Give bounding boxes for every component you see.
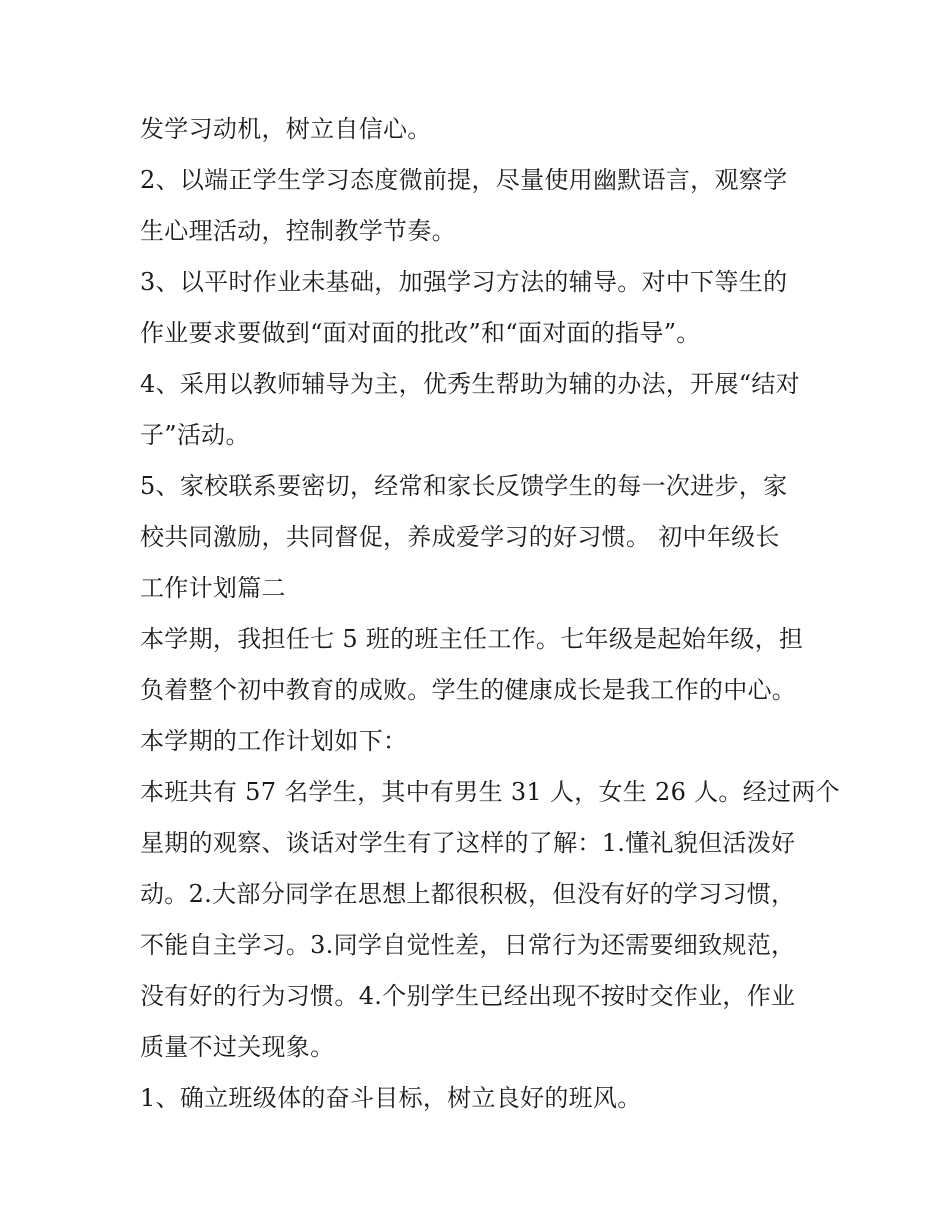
text-line: 作业要求要做到“面对面的批改”和“面对面的指导”。	[140, 319, 701, 347]
text-line: 4、采用以教师辅导为主，优秀生帮助为辅的办法，开展“结对	[140, 370, 800, 398]
text-line: 动。2.大部分同学在思想上都很积极，但没有好的学习习惯，	[140, 880, 796, 908]
text-line: 5、家校联系要密切，经常和家长反馈学生的每一次进步，家	[140, 472, 788, 500]
text-line: 子”活动。	[140, 421, 250, 449]
text-line: 质量不过关现象。	[140, 1033, 335, 1061]
text-line: 负着整个初中教育的成败。学生的健康成长是我工作的中心。	[140, 676, 797, 704]
text-line: 发学习动机，树立自信心。	[140, 115, 432, 143]
text-line: 不能自主学习。3.同学自觉性差，日常行为还需要细致规范，	[140, 931, 796, 959]
text-line: 本学期，我担任七 5 班的班主任工作。七年级是起始年级，担	[140, 625, 804, 653]
text-line: 3、以平时作业未基础，加强学习方法的辅导。对中下等生的	[140, 268, 788, 296]
text-line: 星期的观察、谈话对学生有了这样的了解：1.懂礼貌但活泼好	[140, 829, 796, 857]
text-line: 本学期的工作计划如下：	[140, 727, 408, 755]
text-line: 1、确立班级体的奋斗目标，树立良好的班风。	[140, 1084, 642, 1112]
text-line: 生心理活动，控制教学节奏。	[140, 217, 456, 245]
section-heading-line: 工作计划篇二	[140, 574, 286, 602]
text-line: 没有好的行为习惯。4.个别学生已经出现不按时交作业，作业	[140, 982, 796, 1010]
text-line: 2、以端正学生学习态度微前提，尽量使用幽默语言，观察学	[140, 166, 788, 194]
document-body	[140, 104, 840, 1124]
text-line: 校共同激励，共同督促，养成爱学习的好习惯。 初中年级长	[140, 523, 780, 551]
text-line: 本班共有 57 名学生，其中有男生 31 人，女生 26 人。经过两个	[140, 778, 840, 806]
